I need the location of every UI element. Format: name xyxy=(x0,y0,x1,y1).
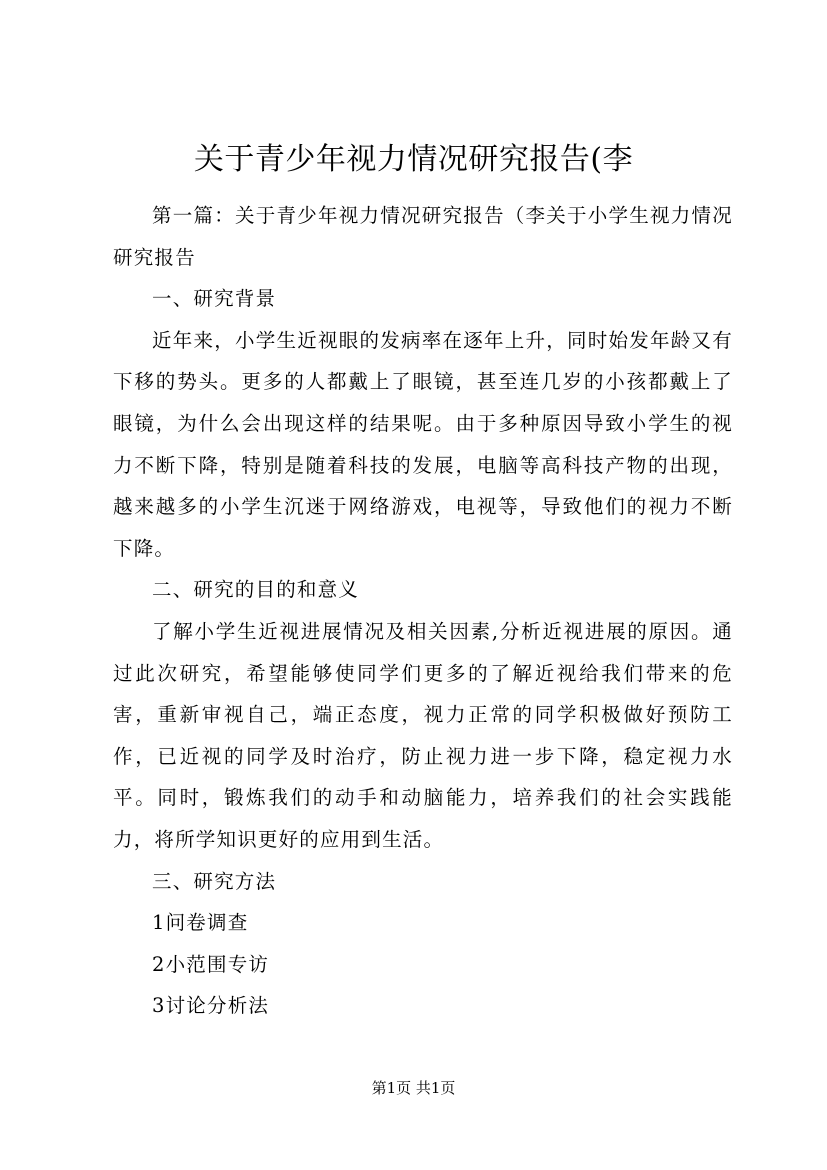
list-item-method-2: 2小范围专访 xyxy=(152,952,270,976)
list-item-method-1: 1问卷调查 xyxy=(152,911,249,935)
paragraph-purpose: 了解小学生近视进展情况及相关因素,分析近视进展的原因。通过此次研究，希望能够使同学们更多的了解近视给我们带来的危害，重新审视自己，端正态度，视力正常的同学积极做好预防工作，已近视的同学及时治疗，防止视力进一步下降，稳定视力水平。同时，锻炼我们的动手和动脑能力，培养我们的社会实践能力，将所学知识更好的应用到生活。 xyxy=(113,619,733,851)
paragraph-background: 近年来，小学生近视眼的发病率在逐年上升，同时始发年龄又有下移的势头。更多的人都戴上了眼镜，甚至连几岁的小孩都戴上了眼镜，为什么会出现这样的结果呢。由于多种原因导致小学生的视力不断下降，特别是随着科技的发展，电脑等高科技产物的出现，越来越多的小学生沉迷于网络游戏，电视等，导致他们的视力不断下降。 xyxy=(113,328,733,560)
heading-research-methods: 三、研究方法 xyxy=(152,869,277,893)
heading-research-background: 一、研究背景 xyxy=(152,287,277,311)
document-body xyxy=(113,195,733,1027)
heading-research-purpose: 二、研究的目的和意义 xyxy=(152,578,360,602)
document-title: 关于青少年视力情况研究报告(李 xyxy=(193,142,634,177)
paragraph-subtitle: 第一篇：关于青少年视力情况研究报告（李关于小学生视力情况研究报告 xyxy=(113,204,733,269)
list-item-method-3: 3讨论分析法 xyxy=(152,994,270,1018)
page-footer: 第1页 共1页 xyxy=(371,1079,456,1097)
